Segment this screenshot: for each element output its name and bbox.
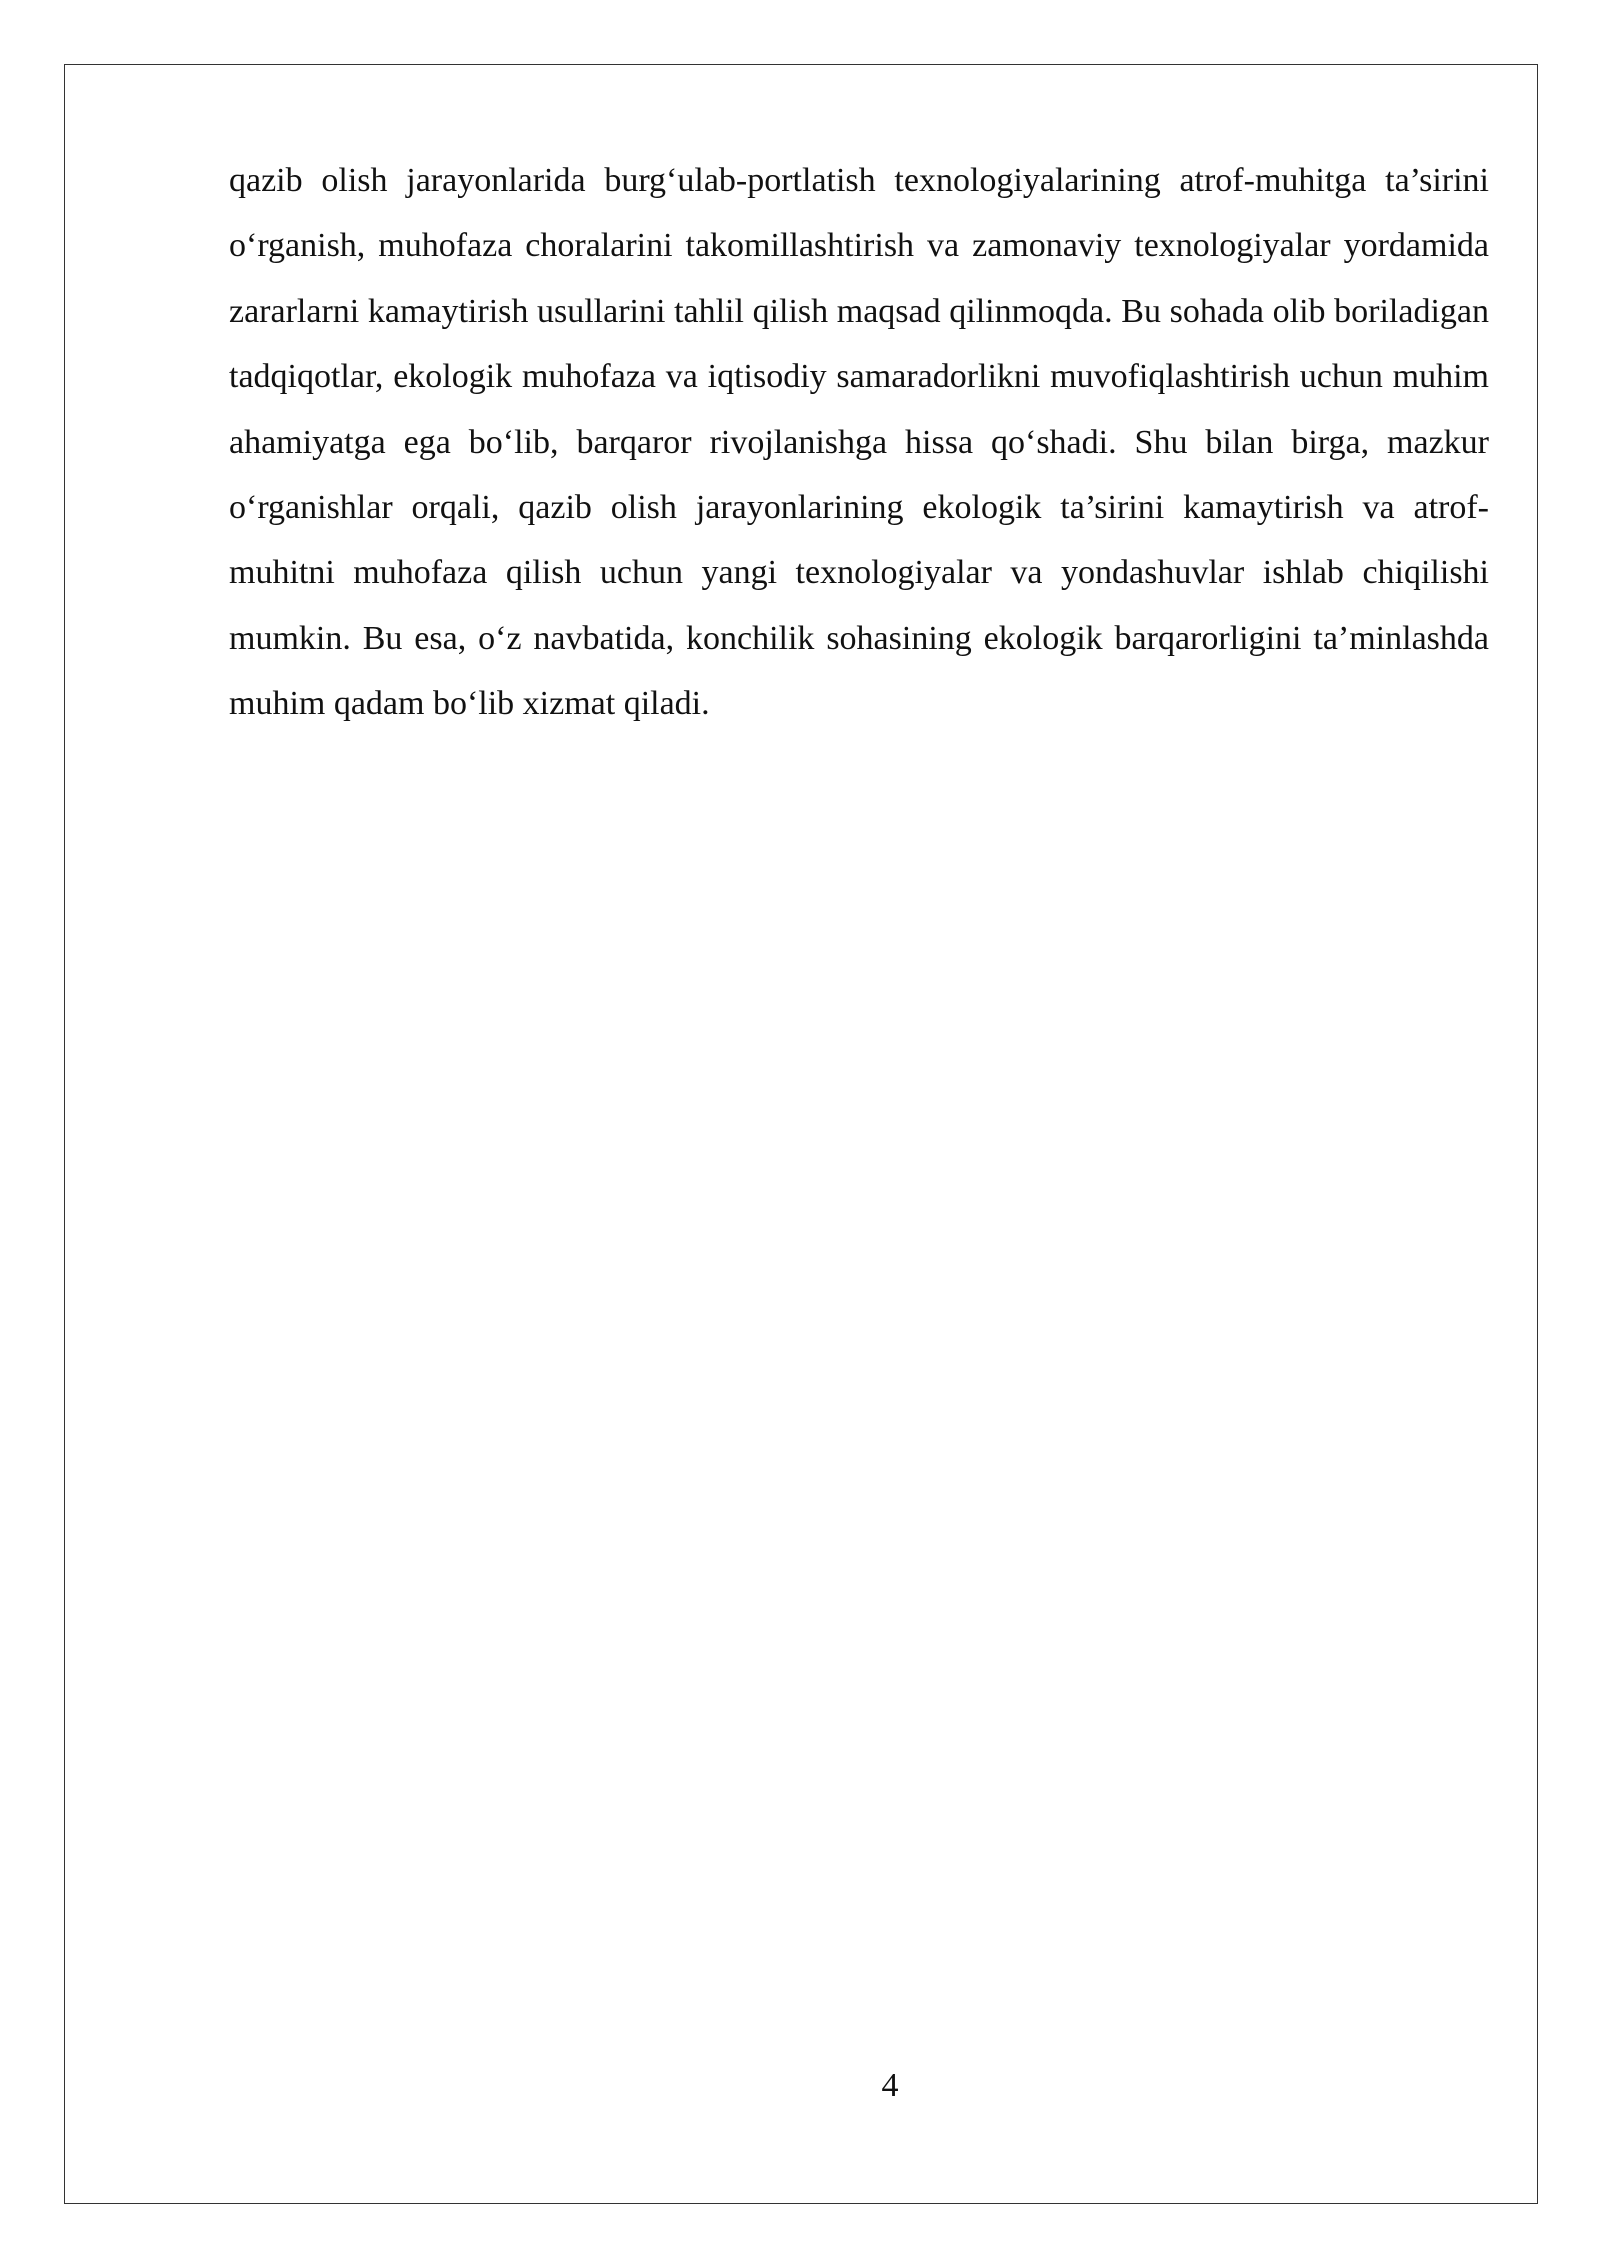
body-paragraph: qazib olish jarayonlarida burg‘ulab-portlatish texnologiyalarining atrof-muhitga ta’sirini o‘rganish, muhofaza choralarini takomillashtirish va zamonaviy texnologiyalar yordamida zararlarni kamaytirish usullarini tahlil qilish maqsad qilinmoqda. Bu sohada olib boriladigan tadqiqotlar, ekologik muhofaza va iqtisodiy samaradorlikni muvofiqlashtirish uchun muhim ahamiyatga ega bo‘lib, barqaror rivojlanishga hissa qo‘shadi. Shu bilan birga, mazkur o‘rganishlar orqali, qazib olish jarayonlarining ekologik ta’sirini kamaytirish va atrof-muhitni muhofaza qilish uchun yangi texnologiyalar va yondashuvlar ishlab chiqilishi mumkin. Bu esa, o‘z navbatida, konchilik sohasining ekologik barqarorligini ta’minlashda muhim qadam bo‘lib xizmat qiladi. [229, 162, 1489, 723]
page-number: 4 [881, 2067, 899, 2104]
